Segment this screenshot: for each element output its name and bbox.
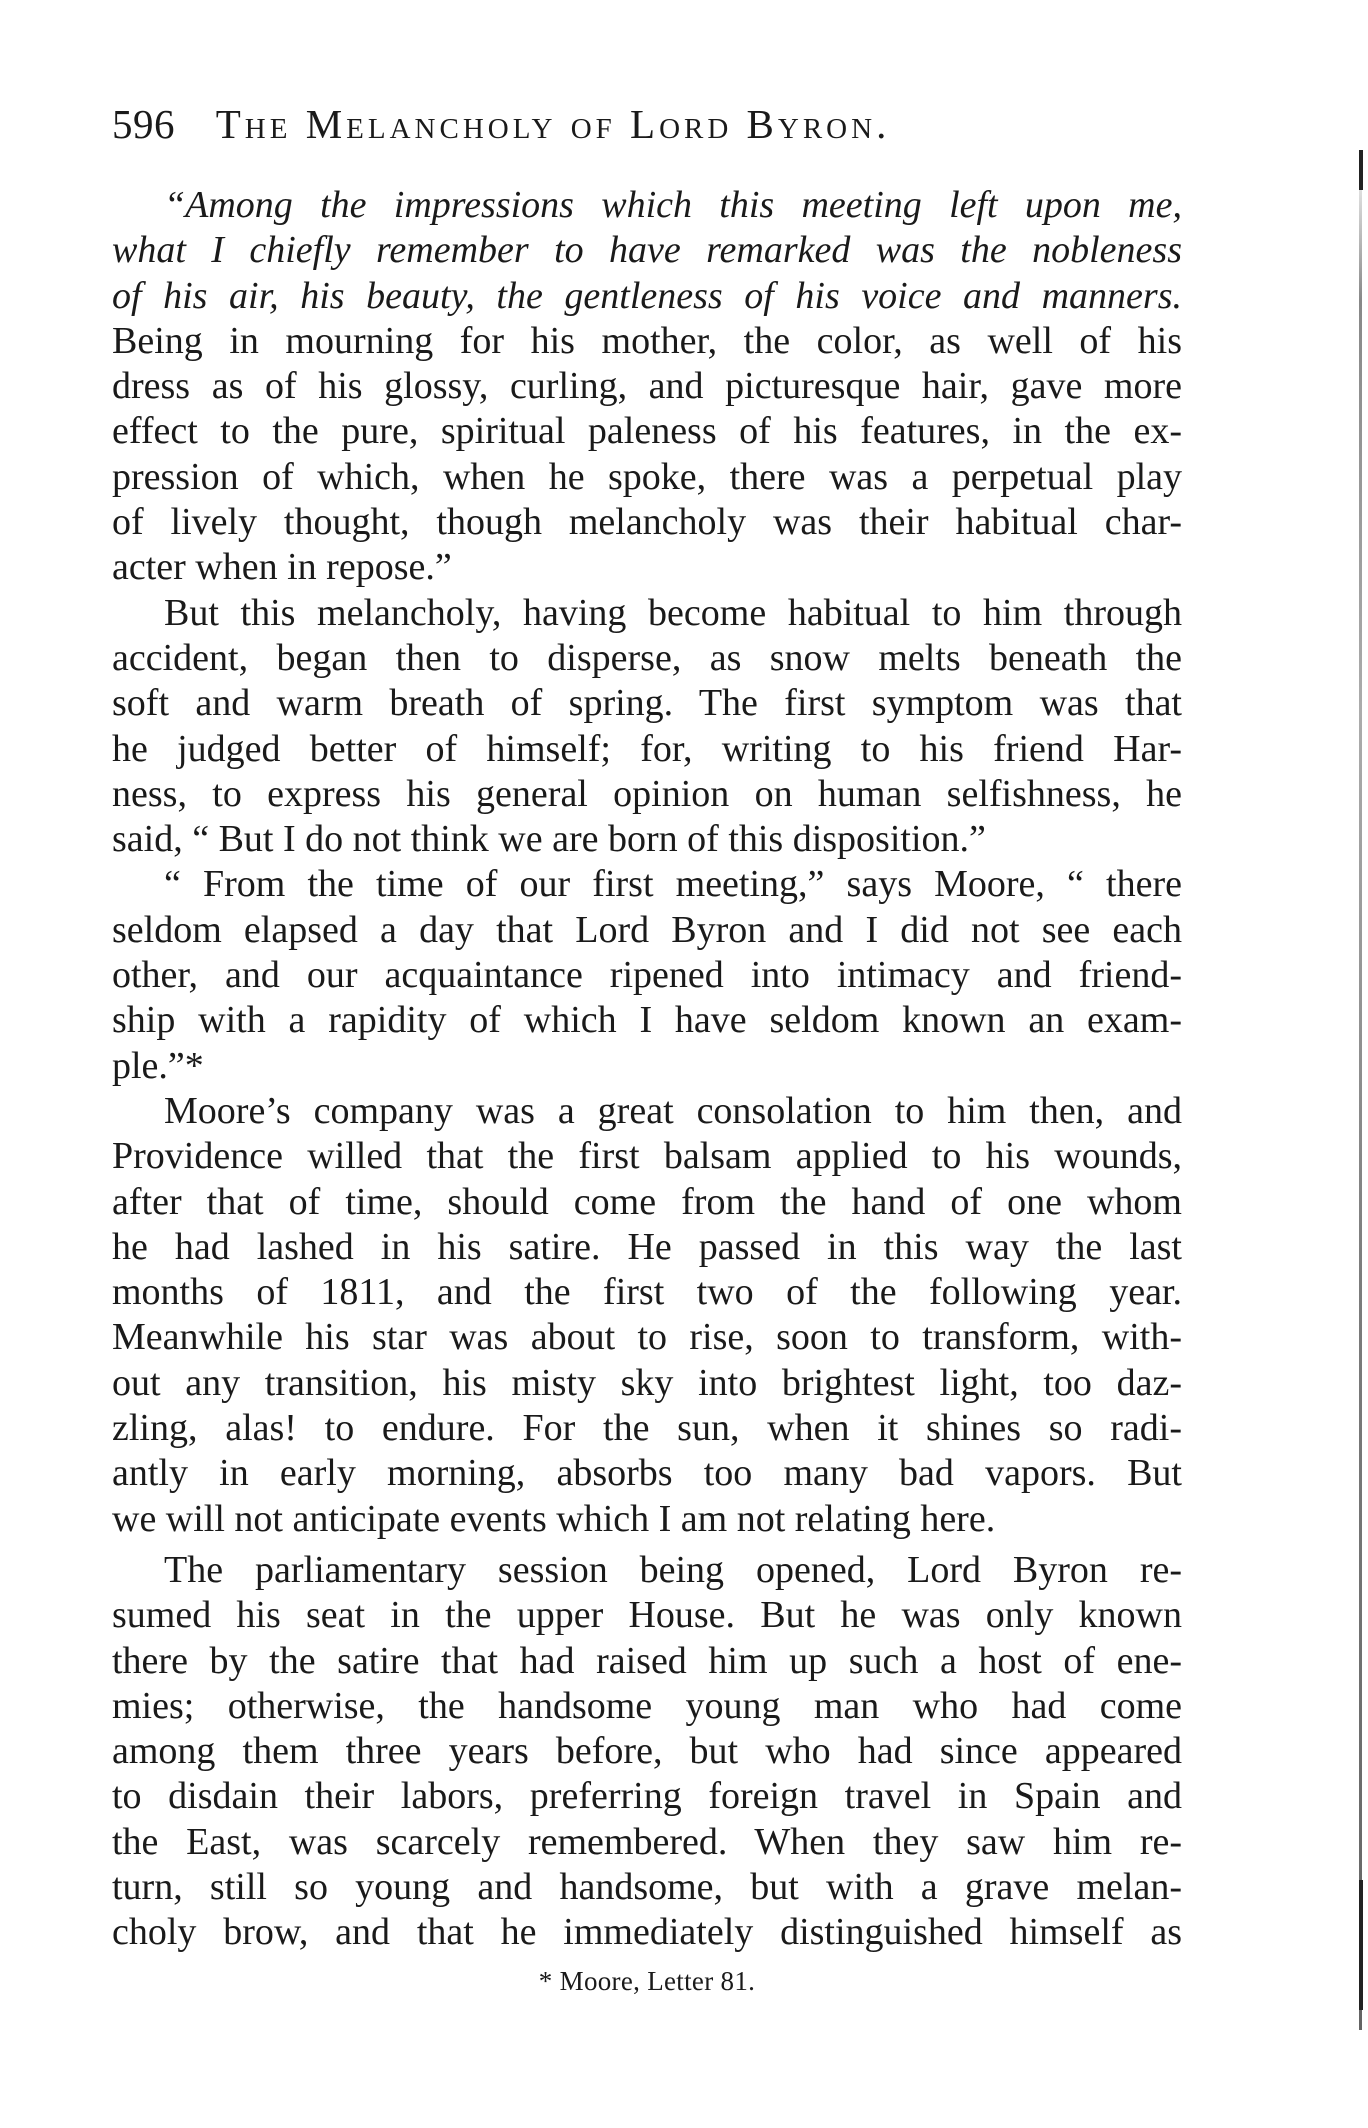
- text-line: antly in early morning, absorbs too many bad vapors. But: [112, 1452, 1182, 1495]
- text-line: other, and our acquaintance ripened into intimacy and friend-: [112, 954, 1182, 997]
- text-line: he judged better of himself; for, writing to his friend Har-: [112, 727, 1182, 770]
- text-line: soft and warm breath of spring. The first symptom was that: [112, 682, 1182, 725]
- text-line: zling, alas! to endure. For the sun, when it shines so radi-: [112, 1407, 1182, 1450]
- text-line: Being in mourning for his mother, the color, as well of his: [112, 319, 1182, 362]
- text-line: The parliamentary session being opened, Lord Byron re-: [164, 1548, 1182, 1591]
- text-line: turn, still so young and handsome, but with a grave melan-: [112, 1865, 1182, 1908]
- page-edge-mark: [1359, 150, 1363, 190]
- footnote: * Moore, Letter 81.: [538, 1966, 756, 1996]
- text-line: ship with a rapidity of which I have seldom known an exam-: [112, 999, 1182, 1042]
- text-line: seldom elapsed a day that Lord Byron and I did not see each: [112, 908, 1182, 951]
- text-line: what I chiefly remember to have remarked was the nobleness: [112, 229, 1182, 272]
- text-line: accident, began then to disperse, as snow melts beneath the: [112, 636, 1182, 679]
- text-line: said, “ But I do not think we are born of this disposition.”: [112, 818, 986, 861]
- text-line: sumed his seat in the upper House. But he was only known: [112, 1594, 1182, 1637]
- text-line: after that of time, should come from the hand of one whom: [112, 1180, 1182, 1223]
- page-edge-shadow: [1359, 150, 1362, 2030]
- page-edge-mark: [1359, 1880, 1363, 2010]
- text-line: ness, to express his general opinion on human selfishness, he: [112, 772, 1182, 815]
- text-line: But this melancholy, having become habitual to him through: [164, 591, 1182, 634]
- running-title: The Melancholy of Lord Byron.: [215, 101, 891, 147]
- text-line: Moore’s company was a great consolation to him then, and: [164, 1089, 1182, 1132]
- body-text: [112, 183, 1182, 1956]
- text-line: of his air, his beauty, the gentleness of his voice and manners.: [112, 274, 1182, 317]
- text-line: there by the satire that had raised him up such a host of ene-: [112, 1639, 1182, 1682]
- text-line: effect to the pure, spiritual paleness of his features, in the ex-: [112, 410, 1182, 453]
- text-line: of lively thought, though melancholy was their habitual char-: [112, 501, 1182, 544]
- text-line: the East, was scarcely remembered. When they saw him re-: [112, 1820, 1182, 1863]
- text-line: choly brow, and that he immediately distinguished himself as: [112, 1911, 1182, 1954]
- text-line: Providence willed that the first balsam applied to his wounds,: [112, 1135, 1182, 1178]
- text-line: out any transition, his misty sky into brightest light, too daz-: [112, 1361, 1182, 1404]
- text-line: among them three years before, but who had since appeared: [112, 1730, 1182, 1773]
- text-line: “ From the time of our first meeting,” says Moore, “ there: [164, 863, 1182, 906]
- text-line: Meanwhile his star was about to rise, soon to transform, with-: [112, 1316, 1182, 1359]
- text-line: to disdain their labors, preferring foreign travel in Spain and: [112, 1775, 1182, 1818]
- text-line: dress as of his glossy, curling, and picturesque hair, gave more: [112, 365, 1182, 408]
- text-line: he had lashed in his satire. He passed in this way the last: [112, 1225, 1182, 1268]
- running-header: [112, 100, 1182, 156]
- text-line: “Among the impressions which this meeting left upon me,: [164, 184, 1182, 226]
- text-line: mies; otherwise, the handsome young man who had come: [112, 1684, 1182, 1727]
- page-number: 596: [112, 101, 175, 147]
- text-line: we will not anticipate events which I am not relating here.: [112, 1497, 996, 1540]
- text-line: months of 1811, and the first two of the following year.: [112, 1271, 1182, 1314]
- text-line: acter when in repose.”: [112, 546, 452, 589]
- text-line: pression of which, when he spoke, there was a perpetual play: [112, 455, 1182, 498]
- text-line: ple.”*: [112, 1044, 204, 1087]
